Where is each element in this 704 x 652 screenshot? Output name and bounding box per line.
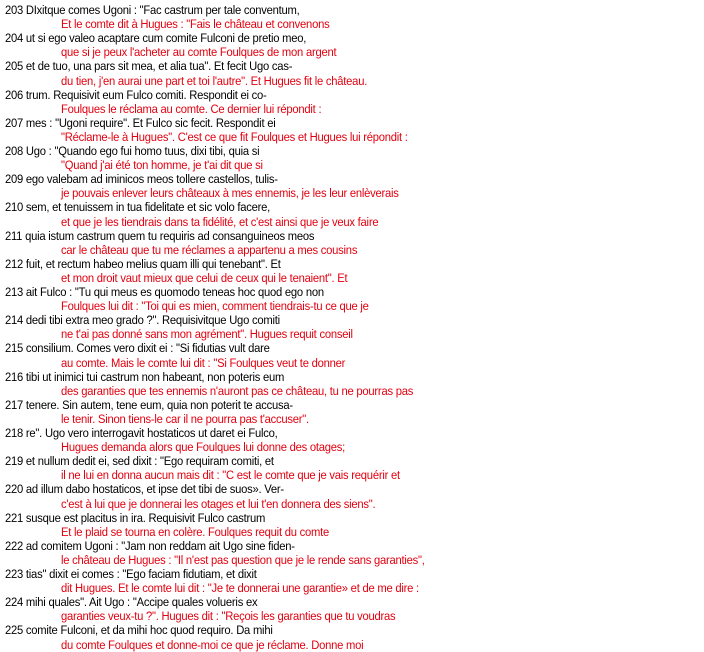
latin-line <box>5 511 265 525</box>
french-translation-line: car le château que tu me réclames a appartenu a mes cousins <box>61 242 358 257</box>
latin-text: trum. Requisivit eum Fulco comiti. Respondit ei co- <box>25 87 267 102</box>
line-number: 222 <box>5 538 24 553</box>
french-translation-line: je pouvais enlever leurs châteaux à mes ennemis, je les leur enlèverais <box>61 186 399 201</box>
french-translation-line: dit Hugues. Et le comte lui dit : "Je te donnerai une garantie» et de me dire : <box>61 581 419 596</box>
latin-line <box>5 398 293 412</box>
latin-text: dedi tibi extra meo grado ?". Requisivitque Ugo comiti <box>25 313 280 328</box>
french-translation-line: c'est à lui que je donnerai les otages et lui t'en donnera des siens". <box>61 496 376 511</box>
latin-text: re". Ugo vero interrogavit hostaticos ut daret ei Fulco, <box>25 426 278 440</box>
line-number: 214 <box>5 313 24 328</box>
french-translation-line: le château de Hugues : "Il n'est pas question que je le rende sans garanties", <box>61 552 425 567</box>
line-number: 213 <box>5 285 24 299</box>
line-number: 207 <box>5 115 24 130</box>
line-number: 219 <box>5 454 24 469</box>
french-translation-line: Foulques lui dit : "Toi qui es mien, comment tiendrais-tu ce que je <box>61 299 369 314</box>
latin-text: mihi quales". Ait Ugo : "Accipe quales volueris ex <box>25 595 258 610</box>
latin-text: tenere. Sin autem, tene eum, quia non poterit te accusa- <box>25 397 293 412</box>
latin-text: ego valebam ad iminicos meos tollere castellos, tulis- <box>25 172 278 187</box>
latin-text: susque est placitus in ira. Requisivit Fulco castrum <box>25 510 266 525</box>
latin-line <box>5 623 273 637</box>
french-translation-line: garanties veux-tu ?". Hugues dit : "Reçois les garanties que tu voudras <box>61 609 396 624</box>
latin-text: Ugo : "Quando ego fui homo tuus, dixi tibi, quia si <box>25 144 260 158</box>
latin-text: tibi ut inimici tui castrum non habeant, non poteris eum <box>25 369 285 384</box>
french-translation-line: du comte Foulques et donne-moi ce que je réclame. Donne moi <box>61 637 364 652</box>
latin-text: comite Fulconi, et da mihi hoc quod requiro. Da mihi <box>25 623 273 638</box>
french-translation-line: du tien, j'en aurai une part et toi l'autre". Et Hugues fit le château. <box>61 73 368 88</box>
latin-text: ut si ego valeo acaptare cum comite Fulconi de pretio meo, <box>25 31 307 46</box>
french-translation-line: que si je peux l'acheter au comte Foulques de mon argent <box>61 45 337 60</box>
french-translation-line: Foulques le réclama au comte. Ce dernier lui répondit : <box>61 101 322 116</box>
latin-line <box>5 341 270 355</box>
latin-line <box>5 454 274 468</box>
line-number: 209 <box>5 172 24 187</box>
latin-line <box>5 539 295 553</box>
latin-text: consilium. Comes vero dixit ei : "Si fidutias vult dare <box>25 341 270 356</box>
line-number: 205 <box>5 59 24 74</box>
french-translation-line: il ne lui en donna aucun mais dit : "C est le comte que je vais requérir et <box>61 468 400 483</box>
latin-line <box>5 200 270 214</box>
line-number: 220 <box>5 482 24 497</box>
latin-text: ad comitem Ugoni : "Jam non reddam ait Ugo sine fiden- <box>25 538 295 553</box>
french-translation-line: au comte. Mais le comte lui dit : "Si Foulques veut te donner <box>61 355 346 370</box>
latin-line <box>5 172 278 186</box>
latin-line <box>5 426 278 440</box>
latin-line <box>5 88 267 102</box>
french-translation-line: et mon droit vaut mieux que celui de ceux qui le tenaient". Et <box>61 270 348 285</box>
line-number: 211 <box>5 228 23 243</box>
french-translation-line: Et le comte dit à Hugues : "Fais le château et convenons <box>61 17 330 32</box>
line-number: 208 <box>5 144 24 158</box>
latin-line <box>5 370 284 384</box>
latin-line <box>5 567 257 581</box>
latin-text: fuit, et rectum habeo melius quam illi qui tenebant". Et <box>25 256 281 271</box>
latin-text: quia istum castrum quem tu requiris ad consanguineos meos <box>25 228 315 243</box>
line-number: 206 <box>5 87 24 102</box>
latin-line <box>5 3 300 17</box>
french-translation-line: "Réclame-le à Hugues". C'est ce que fit Foulques et Hugues lui répondit : <box>61 129 408 144</box>
latin-text: sem, et tenuissem in tua fidelitate et sic volo facere, <box>25 200 271 215</box>
latin-text: et nullum dedit ei, sed dixit : "Ego requiram comiti, et <box>25 454 274 469</box>
latin-line <box>5 313 280 327</box>
french-translation-line: Hugues demanda alors que Foulques lui donne des otages; <box>61 440 346 455</box>
latin-line <box>5 116 275 130</box>
french-translation-line: des garanties que tes ennemis n'auront pas ce château, tu ne pourras pas <box>61 383 414 398</box>
latin-text: tias" dixit ei comes : "Ego faciam fidutiam, et dixit <box>25 567 257 581</box>
line-number: 204 <box>5 31 24 46</box>
line-number: 221 <box>5 510 24 525</box>
line-number: 224 <box>5 595 24 610</box>
line-number: 218 <box>5 426 24 440</box>
line-number: 215 <box>5 341 24 356</box>
latin-text: ait Fulco : "Tu qui meus es quomodo teneas hoc quod ego non <box>25 285 324 299</box>
latin-line <box>5 59 292 73</box>
french-translation-line: "Quand j'ai été ton homme, je t'ai dit que si <box>61 158 263 173</box>
french-translation-line: Et le plaid se tourna en colère. Foulques requit du comte <box>61 524 329 539</box>
latin-text: ad illum dabo hostaticos, et ipse det tibi de suos». Ver- <box>25 482 284 497</box>
line-number: 223 <box>5 567 24 581</box>
french-translation-line: le tenir. Sinon tiens-le car il ne pourra pas t'accuser". <box>61 411 309 426</box>
latin-text: et de tuo, una pars sit mea, et alia tua". Et fecit Ugo cas- <box>25 59 293 74</box>
latin-line <box>5 257 281 271</box>
latin-line <box>5 229 314 243</box>
french-translation-line: ne t'ai pas donné sans mon agrément". Hugues requit conseil <box>61 327 353 342</box>
line-number: 217 <box>5 397 24 412</box>
line-number: 225 <box>5 623 24 638</box>
latin-text: mes : "Ugoni require". Et Fulco sic fecit. Respondit ei <box>25 115 276 130</box>
line-number: 212 <box>5 256 24 271</box>
latin-line <box>5 144 259 158</box>
line-number: 216 <box>5 369 24 384</box>
latin-line <box>5 31 306 45</box>
line-number: 210 <box>5 200 24 215</box>
latin-line <box>5 285 324 299</box>
french-translation-line: et que je les tiendrais dans ta fidélité, et c'est ainsi que je veux faire <box>61 214 379 229</box>
latin-text: DIxitque comes Ugoni : "Fac castrum per tale conventum, <box>25 3 300 17</box>
latin-line <box>5 595 257 609</box>
latin-line <box>5 482 284 496</box>
line-number: 203 <box>5 3 24 17</box>
